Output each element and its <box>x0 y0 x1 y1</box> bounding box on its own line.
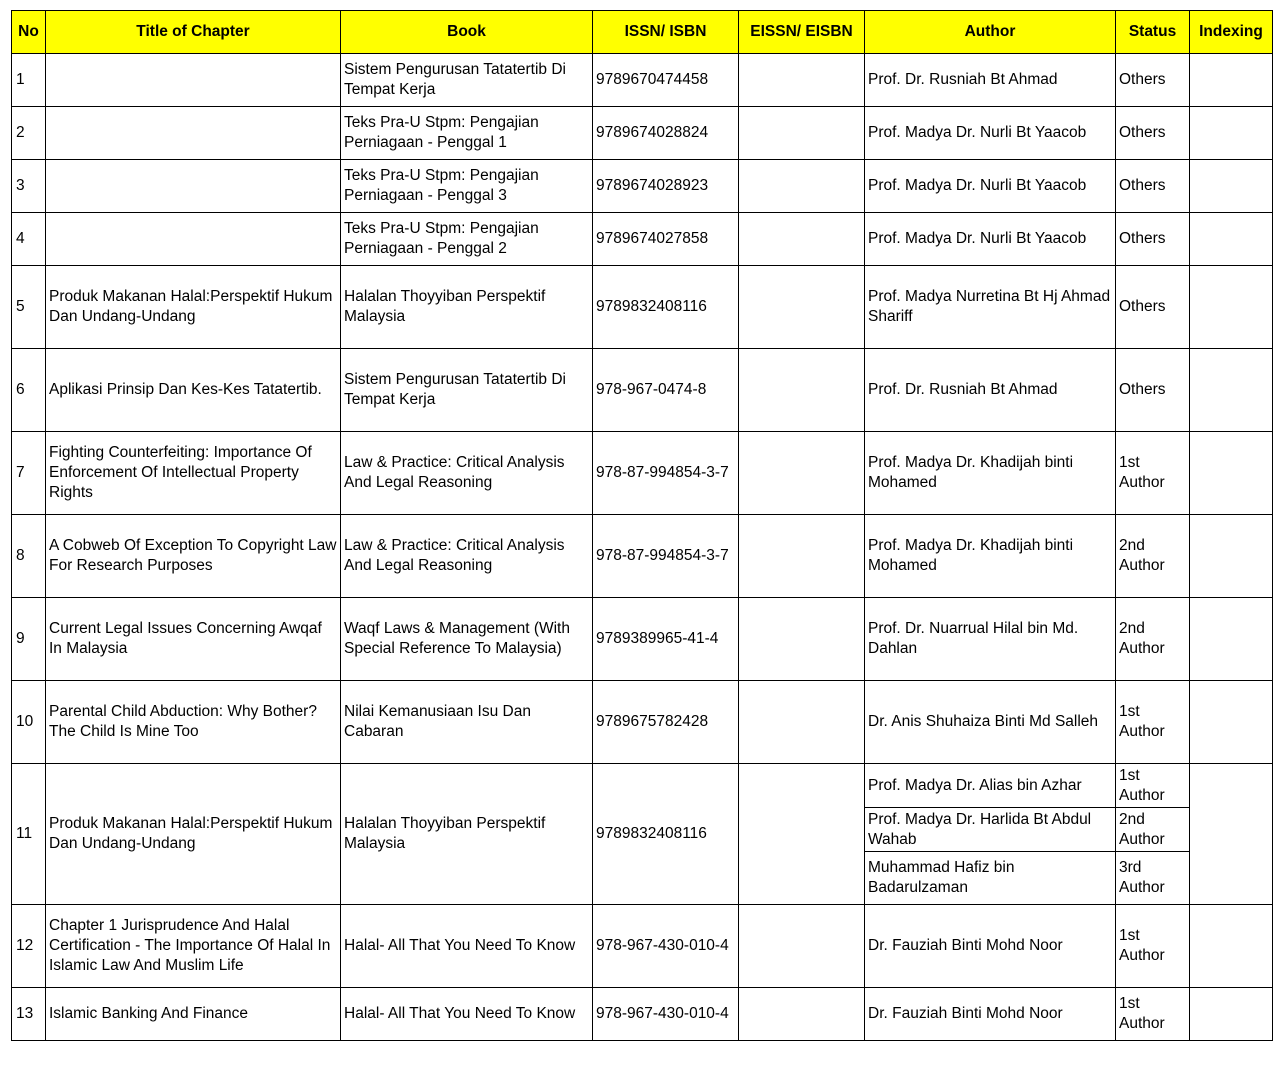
cell-author: Muhammad Hafiz bin Badarulzaman <box>865 852 1116 905</box>
table-row <box>12 266 1273 349</box>
cell-isbn: 9789389965-41-4 <box>593 598 739 681</box>
cell-author: Prof. Madya Dr. Harlida Bt Abdul Wahab <box>865 808 1116 852</box>
chapters-table <box>11 10 1273 1041</box>
cell-author: Prof. Madya Dr. Alias bin Azhar <box>865 764 1116 808</box>
cell-indexing <box>1190 54 1273 107</box>
cell-no: 13 <box>12 988 46 1041</box>
table-row <box>12 160 1273 213</box>
cell-eisbn <box>739 681 865 764</box>
table-row <box>12 515 1273 598</box>
cell-status: Others <box>1116 160 1190 213</box>
cell-no: 7 <box>12 432 46 515</box>
header-book: Book <box>341 11 593 54</box>
header-indexing: Indexing <box>1190 11 1273 54</box>
cell-book: Sistem Pengurusan Tatatertib Di Tempat Kerja <box>341 349 593 432</box>
cell-status: 1st Author <box>1116 764 1190 808</box>
table-row <box>12 681 1273 764</box>
cell-indexing <box>1190 266 1273 349</box>
header-author: Author <box>865 11 1116 54</box>
cell-eisbn <box>739 160 865 213</box>
cell-book: Halalan Thoyyiban Perspektif Malaysia <box>341 764 593 905</box>
cell-eisbn <box>739 266 865 349</box>
table-row <box>12 349 1273 432</box>
cell-status: 2nd Author <box>1116 808 1190 852</box>
cell-title: Chapter 1 Jurisprudence And Halal Certification - The Importance Of Halal In Islamic Law And Muslim Life <box>46 905 341 988</box>
cell-status: Others <box>1116 349 1190 432</box>
cell-indexing <box>1190 905 1273 988</box>
cell-indexing <box>1190 213 1273 266</box>
cell-author: Dr. Anis Shuhaiza Binti Md Salleh <box>865 681 1116 764</box>
cell-status: Others <box>1116 107 1190 160</box>
header-row <box>12 11 1273 54</box>
cell-isbn: 978-87-994854-3-7 <box>593 515 739 598</box>
cell-no: 9 <box>12 598 46 681</box>
cell-indexing <box>1190 764 1273 905</box>
cell-eisbn <box>739 432 865 515</box>
cell-eisbn <box>739 598 865 681</box>
cell-no: 2 <box>12 107 46 160</box>
cell-isbn: 9789675782428 <box>593 681 739 764</box>
cell-indexing <box>1190 107 1273 160</box>
cell-indexing <box>1190 432 1273 515</box>
cell-no: 12 <box>12 905 46 988</box>
cell-status: Others <box>1116 213 1190 266</box>
cell-title <box>46 54 341 107</box>
cell-title: Parental Child Abduction: Why Bother? The Child Is Mine Too <box>46 681 341 764</box>
cell-title: Current Legal Issues Concerning Awqaf In Malaysia <box>46 598 341 681</box>
cell-isbn: 9789674028923 <box>593 160 739 213</box>
cell-isbn: 9789670474458 <box>593 54 739 107</box>
cell-eisbn <box>739 515 865 598</box>
cell-status: 1st Author <box>1116 681 1190 764</box>
cell-status: 1st Author <box>1116 905 1190 988</box>
cell-eisbn <box>739 764 865 905</box>
cell-eisbn <box>739 988 865 1041</box>
cell-title: Aplikasi Prinsip Dan Kes-Kes Tatatertib. <box>46 349 341 432</box>
cell-book: Law & Practice: Critical Analysis And Legal Reasoning <box>341 432 593 515</box>
table-row <box>12 598 1273 681</box>
cell-author: Prof. Dr. Rusniah Bt Ahmad <box>865 54 1116 107</box>
cell-eisbn <box>739 349 865 432</box>
cell-no: 1 <box>12 54 46 107</box>
cell-status: 1st Author <box>1116 432 1190 515</box>
cell-no: 5 <box>12 266 46 349</box>
cell-no: 10 <box>12 681 46 764</box>
cell-book: Nilai Kemanusiaan Isu Dan Cabaran <box>341 681 593 764</box>
cell-book: Halal- All That You Need To Know <box>341 905 593 988</box>
cell-author: Prof. Madya Dr. Nurli Bt Yaacob <box>865 107 1116 160</box>
cell-indexing <box>1190 160 1273 213</box>
cell-indexing <box>1190 988 1273 1041</box>
cell-author: Prof. Dr. Rusniah Bt Ahmad <box>865 349 1116 432</box>
table-row <box>12 905 1273 988</box>
header-title: Title of Chapter <box>46 11 341 54</box>
cell-indexing <box>1190 515 1273 598</box>
cell-book: Law & Practice: Critical Analysis And Legal Reasoning <box>341 515 593 598</box>
table-row <box>12 764 1273 808</box>
cell-book: Teks Pra-U Stpm: Pengajian Perniagaan - Penggal 3 <box>341 160 593 213</box>
cell-title: Produk Makanan Halal:Perspektif Hukum Dan Undang-Undang <box>46 266 341 349</box>
cell-status: Others <box>1116 266 1190 349</box>
cell-status: 2nd Author <box>1116 515 1190 598</box>
cell-no: 4 <box>12 213 46 266</box>
cell-title: Islamic Banking And Finance <box>46 988 341 1041</box>
cell-status: 3rd Author <box>1116 852 1190 905</box>
cell-no: 3 <box>12 160 46 213</box>
header-eisbn: EISSN/ EISBN <box>739 11 865 54</box>
cell-title <box>46 213 341 266</box>
cell-title <box>46 107 341 160</box>
cell-title: Produk Makanan Halal:Perspektif Hukum Dan Undang-Undang <box>46 764 341 905</box>
cell-isbn: 978-87-994854-3-7 <box>593 432 739 515</box>
cell-book: Sistem Pengurusan Tatatertib Di Tempat Kerja <box>341 54 593 107</box>
cell-status: 2nd Author <box>1116 598 1190 681</box>
cell-book: Teks Pra-U Stpm: Pengajian Perniagaan - Penggal 1 <box>341 107 593 160</box>
cell-isbn: 9789674027858 <box>593 213 739 266</box>
cell-eisbn <box>739 107 865 160</box>
cell-isbn: 978-967-430-010-4 <box>593 988 739 1041</box>
cell-isbn: 9789832408116 <box>593 266 739 349</box>
table-row <box>12 213 1273 266</box>
cell-status: Others <box>1116 54 1190 107</box>
header-status: Status <box>1116 11 1190 54</box>
cell-book: Halalan Thoyyiban Perspektif Malaysia <box>341 266 593 349</box>
table-row <box>12 432 1273 515</box>
cell-isbn: 978-967-430-010-4 <box>593 905 739 988</box>
cell-no: 11 <box>12 764 46 905</box>
cell-book: Teks Pra-U Stpm: Pengajian Perniagaan - Penggal 2 <box>341 213 593 266</box>
cell-author: Prof. Madya Dr. Khadijah binti Mohamed <box>865 432 1116 515</box>
cell-author: Prof. Madya Dr. Khadijah binti Mohamed <box>865 515 1116 598</box>
header-no: No <box>12 11 46 54</box>
cell-indexing <box>1190 349 1273 432</box>
cell-book: Halal- All That You Need To Know <box>341 988 593 1041</box>
cell-author: Prof. Madya Dr. Nurli Bt Yaacob <box>865 213 1116 266</box>
cell-isbn: 9789674028824 <box>593 107 739 160</box>
table-row <box>12 54 1273 107</box>
cell-author: Dr. Fauziah Binti Mohd Noor <box>865 988 1116 1041</box>
cell-no: 8 <box>12 515 46 598</box>
cell-title: A Cobweb Of Exception To Copyright Law For Research Purposes <box>46 515 341 598</box>
cell-eisbn <box>739 213 865 266</box>
cell-author: Prof. Dr. Nuarrual Hilal bin Md. Dahlan <box>865 598 1116 681</box>
cell-isbn: 978-967-0474-8 <box>593 349 739 432</box>
cell-eisbn <box>739 54 865 107</box>
table-row <box>12 107 1273 160</box>
cell-title <box>46 160 341 213</box>
cell-author: Prof. Madya Dr. Nurli Bt Yaacob <box>865 160 1116 213</box>
cell-isbn: 9789832408116 <box>593 764 739 905</box>
table-row <box>12 988 1273 1041</box>
cell-no: 6 <box>12 349 46 432</box>
header-isbn: ISSN/ ISBN <box>593 11 739 54</box>
cell-title: Fighting Counterfeiting: Importance Of Enforcement Of Intellectual Property Rights <box>46 432 341 515</box>
cell-indexing <box>1190 598 1273 681</box>
cell-author: Prof. Madya Nurretina Bt Hj Ahmad Shariff <box>865 266 1116 349</box>
cell-indexing <box>1190 681 1273 764</box>
cell-author: Dr. Fauziah Binti Mohd Noor <box>865 905 1116 988</box>
cell-eisbn <box>739 905 865 988</box>
cell-status: 1st Author <box>1116 988 1190 1041</box>
cell-book: Waqf Laws & Management (With Special Reference To Malaysia) <box>341 598 593 681</box>
